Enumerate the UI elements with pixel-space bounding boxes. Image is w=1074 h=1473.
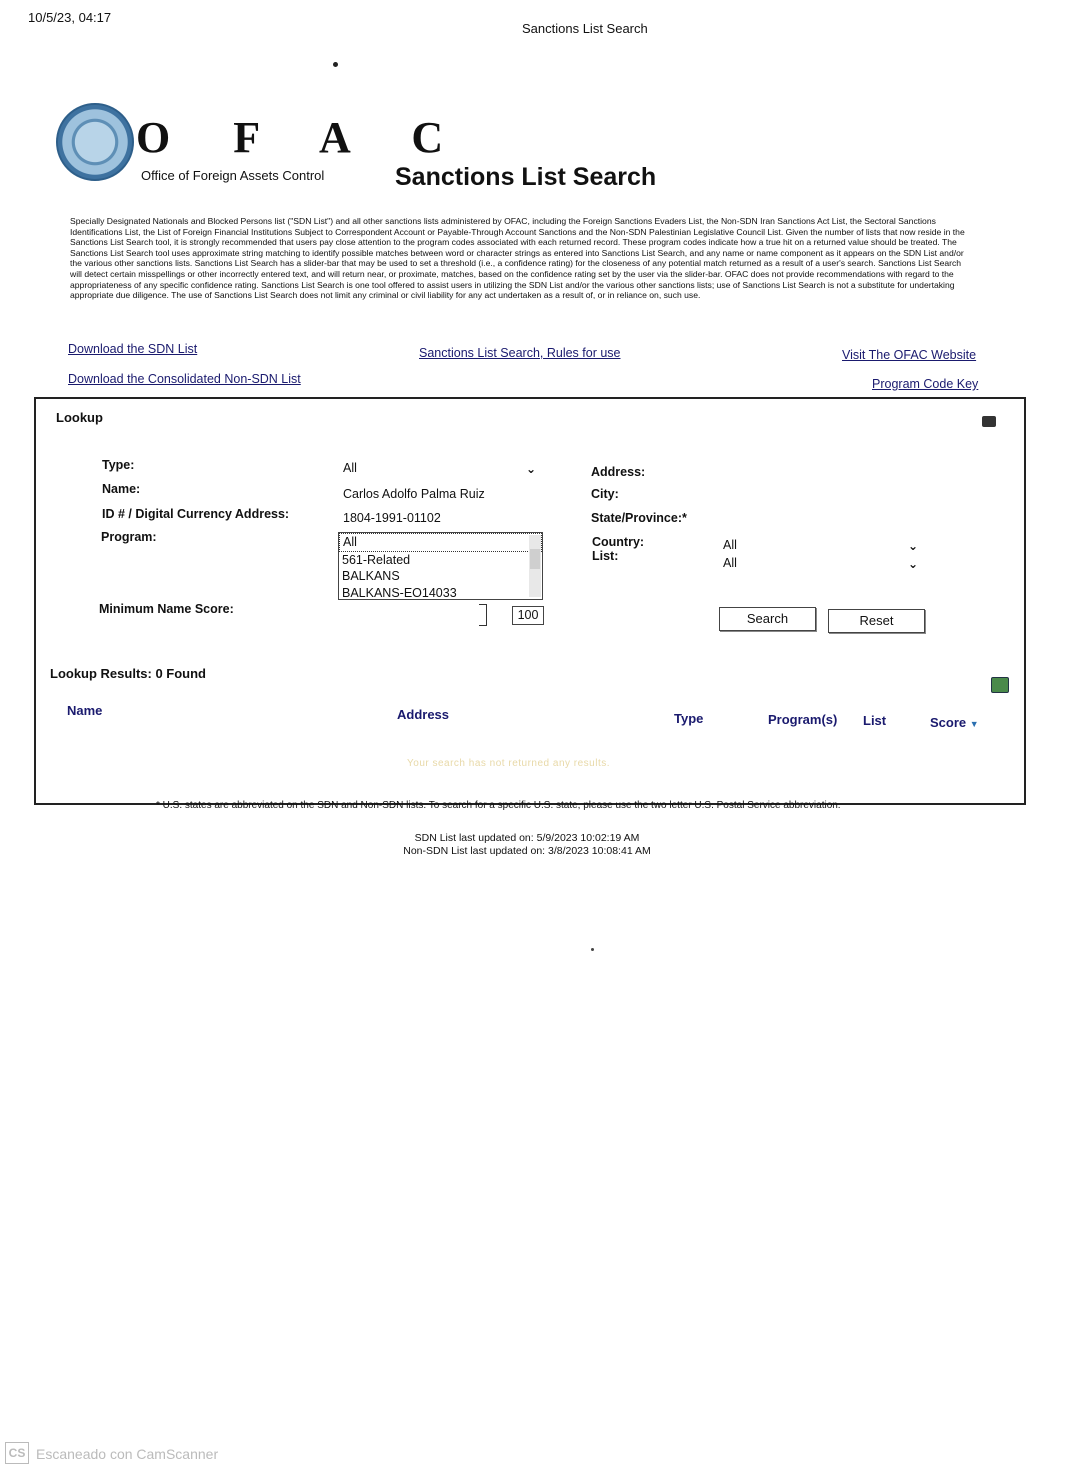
camscanner-logo-icon: CS [5,1442,29,1464]
min-score-input[interactable]: 100 [512,606,544,625]
page-title: Sanctions List Search [395,163,657,191]
disclaimer-text: Specially Designated Nationals and Blocked Persons list ("SDN List") and all other sanctions lists administered by OFAC, including the Foreign Sanctions Evaders List, the Non-SDN Iran Sanctions Act List, the Sectoral Sanctions Identifications List, the List of Foreign Financial Institutions Subject to Correspondent Account or Payable-Through Account Sanctions and the Non-SDN Palestinian Legislative Council List. Given the number of lists that now reside in the Sanctions List Search tool, it is strongly recommended that users pay close attention to the program codes associated with each returned record. These program codes indicate how a true hit on a returned value should be treated. The Sanctions List Search tool uses approximate string matching to identify possible matches between word or character strings as entered into Sanctions List Search, and any name or name component as it appears on the SDN List and/or the various other sanctions lists. Sanctions List Search has a slider-bar that may be used to set a threshold (i.e., a confidence rating) for the closeness of any potential match returned as a result of a user's search. Sanctions List Search will detect certain misspellings or other incorrectly entered text, and will return near, or proximate, matches, based on the confidence rating set by the user via the slider-bar. OFAC does not provide recommendations with regard to the appropriateness of any specific confidence rating. Sanctions List Search is one tool offered to assist users in utilizing the SDN List and/or the various other sanctions lists; use of Sanctions List Search is not a substitute for undertaking appropriate due diligence. The use of Sanctions List Search does not limit any criminal or civil liability for any act undertaken as a result of, or in reliance on, such use. [70,216,965,301]
chevron-down-icon[interactable]: ⌄ [908,539,919,553]
list-item[interactable]: 561-Related [342,552,411,567]
non-sdn-updated-text: Non-SDN List last updated on: 3/8/2023 10:08:41 AM [403,845,651,857]
column-header-programs[interactable]: Program(s) [768,712,838,727]
score-slider-handle[interactable] [479,604,487,626]
stray-dot [333,62,338,67]
printer-icon[interactable] [982,416,996,427]
column-header-score[interactable] [930,715,979,730]
download-non-sdn-link[interactable]: Download the Consolidated Non-SDN List [68,372,301,386]
name-input[interactable]: Carlos Adolfo Palma Ruiz [343,487,485,501]
scan-speck [591,948,594,951]
chevron-down-icon[interactable]: ⌄ [526,462,537,476]
state-footnote: * U.S. states are abbreviated on the SDN and Non-SDN lists. To search for a specific U.S. state, please use the two letter U.S. Postal Service abbreviation. [156,800,841,811]
program-listbox[interactable] [338,532,543,600]
country-label: Country: [592,535,645,549]
sdn-updated-text: SDN List last updated on: 5/9/2023 10:02:19 AM [414,832,640,844]
id-label: ID # / Digital Currency Address: [102,507,290,521]
list-item[interactable]: All [339,533,542,552]
search-button[interactable]: Search [719,607,816,631]
name-label: Name: [102,482,141,496]
score-header-label: Score [930,715,967,730]
download-sdn-link[interactable]: Download the SDN List [68,342,198,356]
list-select[interactable]: All [723,556,737,570]
state-label: State/Province:* [591,511,687,525]
program-label: Program: [101,530,157,544]
print-datetime: 10/5/23, 04:17 [28,10,112,25]
type-select[interactable]: All [343,461,357,475]
column-header-address[interactable]: Address [397,707,450,722]
address-label: Address: [591,465,646,479]
results-title: Lookup Results: 0 Found [50,666,206,681]
id-input[interactable]: 1804-1991-01102 [343,511,441,525]
reset-button[interactable]: Reset [828,609,925,633]
camscanner-watermark: Escaneado con CamScanner [36,1446,219,1462]
chevron-down-icon[interactable]: ⌄ [908,557,919,571]
empty-results-message: Your search has not returned any results. [407,758,611,769]
column-header-name[interactable]: Name [67,703,103,718]
list-item[interactable]: BALKANS-EO14033 [342,585,457,600]
print-header-title: Sanctions List Search [522,21,648,36]
excel-export-icon[interactable] [991,677,1009,693]
column-header-type[interactable]: Type [674,711,704,726]
country-select[interactable]: All [723,538,737,552]
lookup-title: Lookup [56,410,103,425]
program-scrollbar[interactable] [529,535,541,597]
city-label: City: [591,487,619,501]
sort-desc-icon: ▼ [969,719,979,729]
visit-ofac-link[interactable]: Visit The OFAC Website [842,348,977,362]
column-header-list[interactable]: List [863,713,887,728]
list-label: List: [592,549,619,563]
ofac-logo-subtitle: Office of Foreign Assets Control [141,168,325,183]
type-label: Type: [102,458,135,472]
ofac-logo-letters: O F A C [136,113,470,162]
program-code-key-link[interactable]: Program Code Key [872,377,979,391]
min-score-label: Minimum Name Score: [99,602,234,616]
treasury-seal-icon [56,103,134,181]
rules-for-use-link[interactable]: Sanctions List Search, Rules for use [419,346,621,360]
list-item[interactable]: BALKANS [342,569,400,583]
